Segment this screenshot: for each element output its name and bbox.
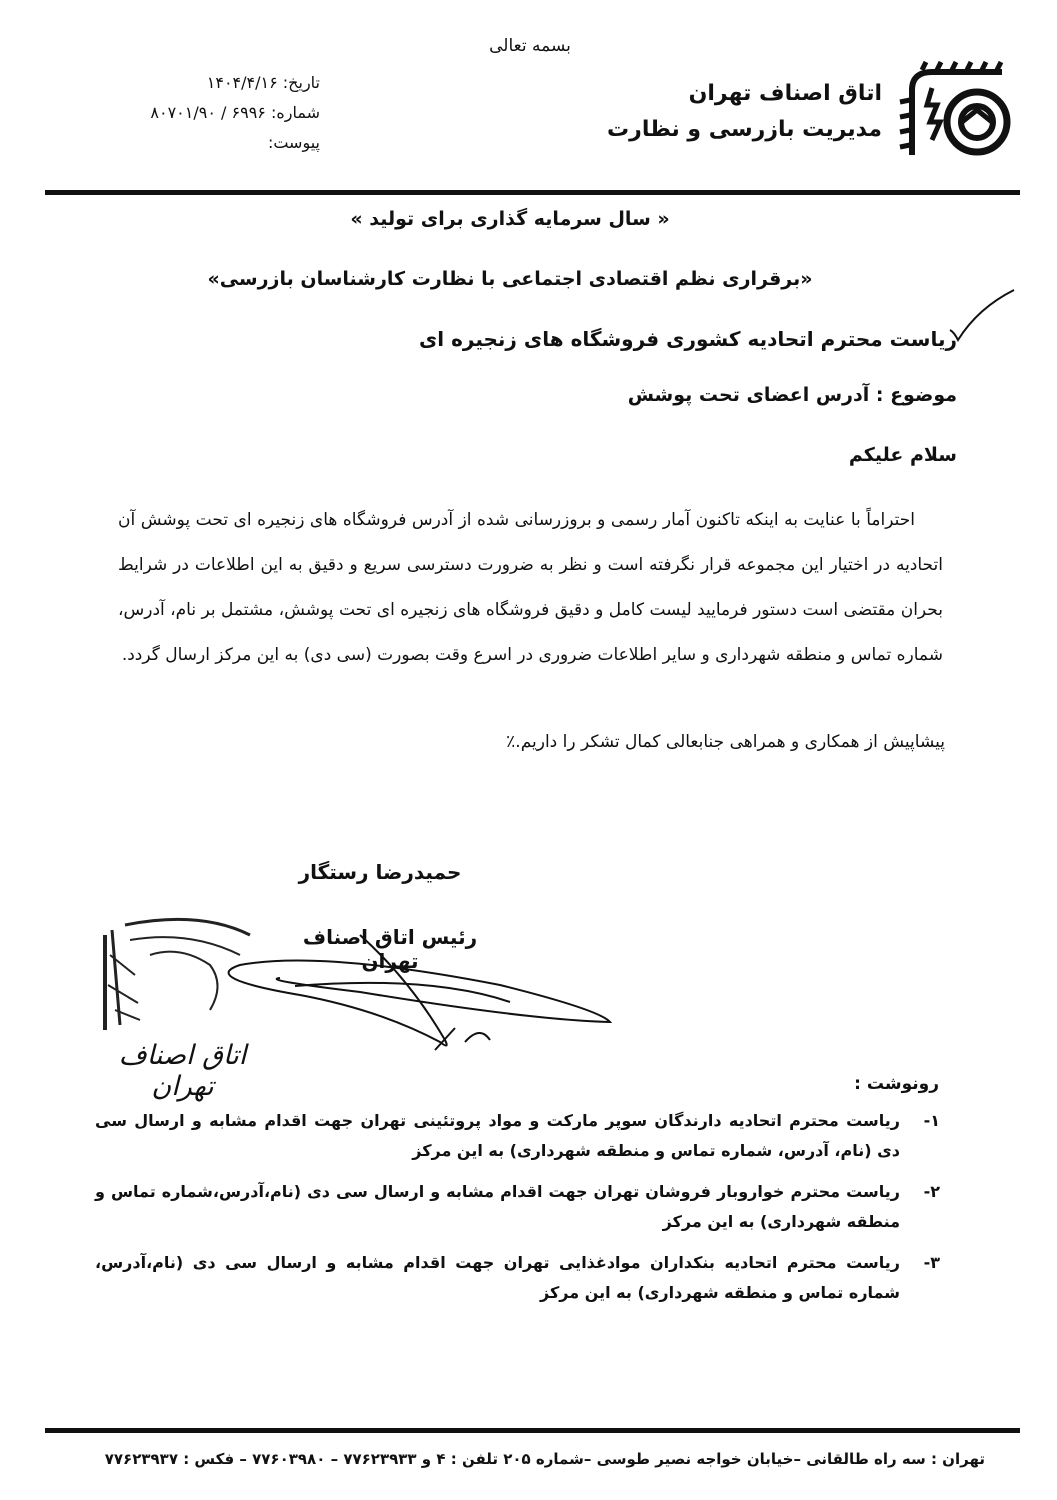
cc-item-number: ۳-	[923, 1253, 940, 1272]
recipient: ریاست محترم اتحادیه کشوری فروشگاه های زنجیره ای	[418, 327, 957, 351]
list-item	[95, 1106, 940, 1166]
organization-name: اتاق اصناف تهران	[688, 81, 882, 106]
cc-item-number: ۱-	[923, 1111, 940, 1130]
letter-meta	[120, 68, 320, 158]
organization-department: مدیریت بازرسی و نظارت	[607, 117, 882, 142]
list-item	[95, 1248, 940, 1308]
handwritten-checkmark-icon	[948, 286, 1018, 346]
guild-gear-logo-icon	[892, 60, 1017, 165]
cc-label: رونوشت :	[854, 1074, 939, 1094]
campaign-slogan: «برقراری نظم اقتصادی اجتماعی با نظارت کارشناسان بازرسی»	[207, 268, 813, 290]
signer-title: رئیس اتاق اصناف تهران	[302, 925, 478, 973]
cc-item-text: ریاست محترم خواروبار فروشان تهران جهت اقدام مشابه و ارسال سی دی (نام،آدرس،شماره تماس و منطقه شهرداری) به این مرکز	[95, 1182, 900, 1231]
footer-address: تهران : سه راه طالقانی –خیابان خواجه نصیر طوسی –شماره ۲۰۵ تلفن : ۴ و ۷۷۶۲۳۹۳۳ – ۷۷۶۰۳۹۸۰ – فکس : ۷۷۶۲۳۹۳۷	[104, 1450, 985, 1468]
cc-item-text: ریاست محترم اتحادیه دارندگان سوپر مارکت و مواد پروتئینی تهران جهت اقدام مشابه و ارسال سی دی (نام، آدرس، شماره تماس و منطقه شهرداری) به این مرکز	[95, 1111, 900, 1160]
greeting: سلام علیکم	[848, 444, 957, 466]
date-line: تاریخ: ۱۴۰۴/۴/۱۶	[206, 73, 320, 92]
closing-line: پیشاپیش از همکاری و همراهی جنابعالی کمال تشکر را داریم.٪	[506, 732, 945, 752]
organization-block	[607, 76, 882, 148]
attachment-line: پیوست:	[267, 133, 320, 152]
year-slogan: « سال سرمایه گذاری برای تولید »	[350, 208, 670, 230]
list-item	[95, 1177, 940, 1237]
cc-item-text: ریاست محترم اتحادیه بنکداران موادغذایی تهران جهت اقدام مشابه و ارسال سی دی (نام،آدرس، شماره تماس و منطقه شهرداری) به این مرکز	[95, 1253, 900, 1302]
signer-name: حمیدرضا رستگار	[298, 860, 462, 884]
stamp-text: اتاق اصناف تهران	[118, 1040, 247, 1102]
basmala: بسمه تعالی	[489, 36, 571, 56]
subject: موضوع : آدرس اعضای تحت پوشش	[627, 384, 957, 406]
cc-item-number: ۲-	[923, 1182, 940, 1201]
footer-divider	[45, 1428, 1020, 1433]
letter-body: احتراماً با عنایت به اینکه تاکنون آمار رسمی و بروزرسانی شده از آدرس فروشگاه های زنجیره ای تحت پوشش آن اتحادیه در اختیار این مجموعه قرار نگرفته است و نظر به ضرورت دسترسی سریع و دقیق به این اطلاعات در شرایط بحران مقتضی است دستور فرمایید لیست کامل و دقیق فروشگاه های زنجیره ای تحت پوشش، مشتمل بر نام، آدرس، شماره تماس و منطقه شهرداری و سایر اطلاعات ضروری در اسرع وقت بصورت (سی دی) به این مرکز ارسال گردد.	[118, 510, 943, 665]
header-divider	[45, 190, 1020, 195]
number-line: شماره: ۶۹۹۶ / ۸۰۷۰۱/۹۰	[150, 103, 320, 122]
cc-list	[95, 1106, 940, 1319]
